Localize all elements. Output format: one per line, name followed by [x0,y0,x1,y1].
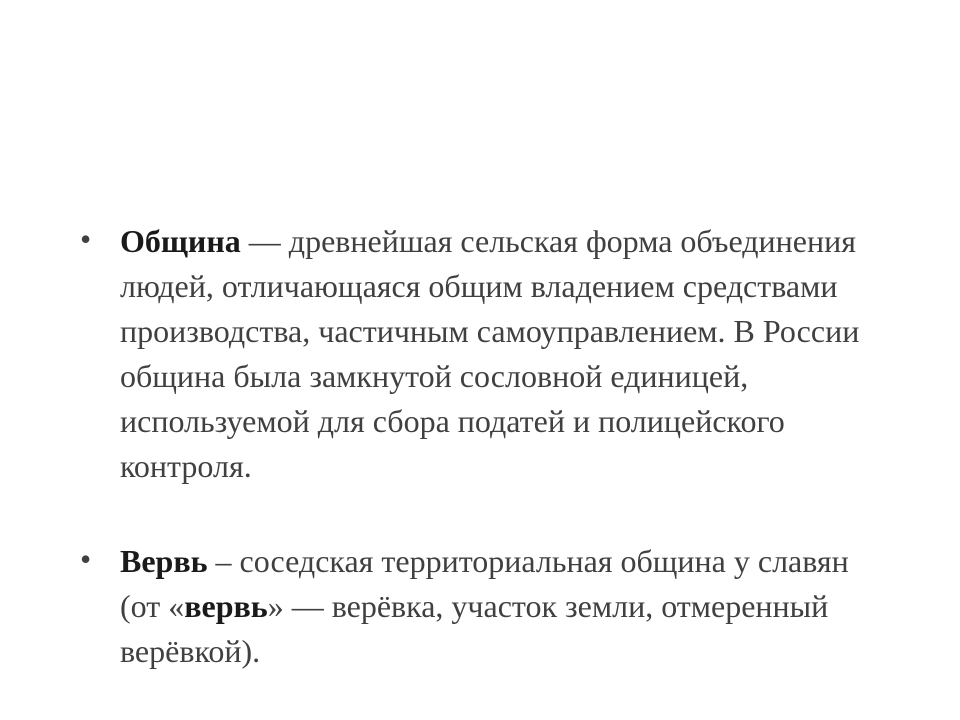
term-obshchina: Община [120,223,241,259]
bullet-marker: • [80,221,92,257]
bullet-text [120,219,880,489]
definition-verv-part1: – соседская территориальная община у славян (от « [120,543,849,624]
term-verv-inline: вервь [184,588,268,624]
term-verv: Вервь [120,543,208,579]
definition-obshchina: — древнейшая сельская форма объединения людей, отличающаяся общим владением средствами производства, частичным самоуправлением. В России община была замкнутой сословной единицей, используемой для сбора податей и полицейского контроля. [120,223,860,484]
bullet-text [120,539,880,674]
definition-verv-part2: » — верёвка, участок земли, отмеренный верёвкой). [120,588,829,669]
bullet-marker: • [80,541,92,577]
